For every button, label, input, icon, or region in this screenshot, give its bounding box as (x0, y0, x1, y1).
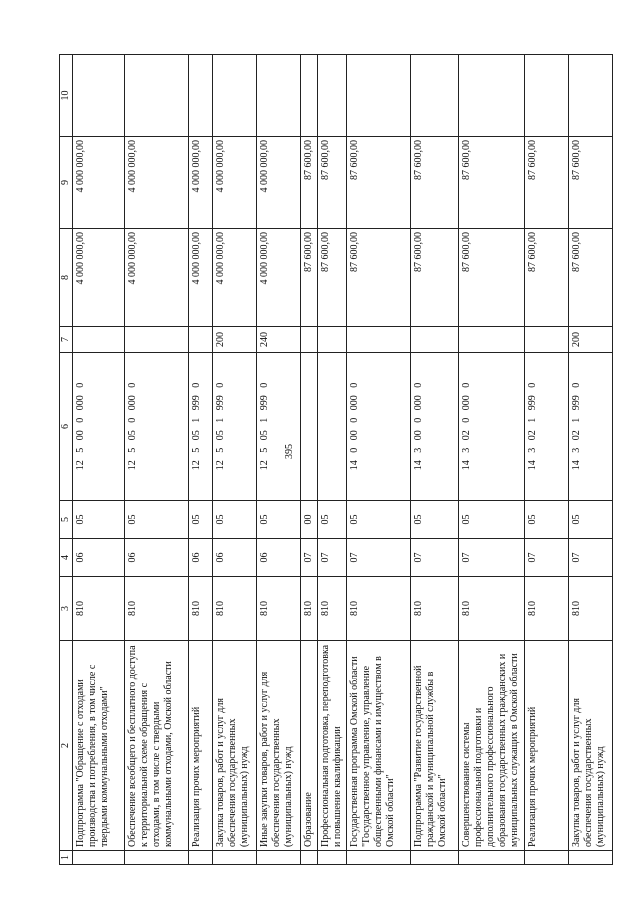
cell-target-article: 12 5 05 1 999 0 (213, 353, 257, 501)
cell-amount-1: 87 600,00 (459, 229, 525, 327)
cell-ministry-code: 810 (301, 577, 318, 641)
cell-target-article: 14 3 02 1 999 0 (569, 353, 613, 501)
cell-target-article (301, 353, 318, 501)
cell-name: Образование (301, 641, 318, 851)
cell-ministry-code: 810 (257, 577, 301, 641)
cell-index (257, 851, 301, 865)
cell-col-10 (347, 55, 411, 137)
cell-amount-1: 4 000 000,00 (213, 229, 257, 327)
cell-index (347, 851, 411, 865)
cell-col-10 (125, 55, 189, 137)
cell-section: 07 (525, 539, 569, 577)
cell-name: Совершенствование системы профессиональной подготовки и дополнительного профессионального образования государственных гражданских и муниципальных служащих в Омской области (459, 641, 525, 851)
cell-col-10 (411, 55, 459, 137)
cell-expense-type: 200 (569, 327, 613, 353)
table-row (318, 55, 347, 865)
cell-amount-2: 87 600,00 (347, 137, 411, 229)
cell-amount-1: 87 600,00 (318, 229, 347, 327)
cell-expense-type (301, 327, 318, 353)
cell-section: 06 (73, 539, 125, 577)
cell-amount-2: 4 000 000,00 (73, 137, 125, 229)
cell-section: 07 (569, 539, 613, 577)
cell-index (411, 851, 459, 865)
cell-amount-1: 87 600,00 (347, 229, 411, 327)
cell-col-10 (459, 55, 525, 137)
cell-ministry-code: 810 (411, 577, 459, 641)
cell-amount-1: 87 600,00 (411, 229, 459, 327)
col-header: 1 (60, 851, 73, 865)
cell-target-article (318, 353, 347, 501)
table-row (569, 55, 613, 865)
cell-subsection: 05 (213, 501, 257, 539)
cell-index (213, 851, 257, 865)
cell-name: Подпрограмма "Обращение с отходами производства и потребления, в том числе с твердыми коммунальными отходами" (73, 641, 125, 851)
cell-expense-type (73, 327, 125, 353)
cell-amount-1: 4 000 000,00 (125, 229, 189, 327)
cell-amount-2: 4 000 000,00 (189, 137, 213, 229)
cell-amount-2: 87 600,00 (525, 137, 569, 229)
cell-target-article: 12 5 05 0 000 0 (125, 353, 189, 501)
budget-table (59, 54, 613, 865)
cell-subsection: 05 (73, 501, 125, 539)
cell-target-article: 12 5 05 1 999 0 (257, 353, 301, 501)
cell-amount-1: 4 000 000,00 (73, 229, 125, 327)
cell-expense-type (318, 327, 347, 353)
cell-name: Подпрограмма "Развитие государственной гражданской и муниципальной службы в Омской области" (411, 641, 459, 851)
cell-expense-type (189, 327, 213, 353)
col-header: 4 (60, 539, 73, 577)
cell-expense-type (525, 327, 569, 353)
cell-target-article: 14 3 00 0 000 0 (411, 353, 459, 501)
table-row (189, 55, 213, 865)
cell-subsection: 05 (189, 501, 213, 539)
col-header: 9 (60, 137, 73, 229)
cell-col-10 (213, 55, 257, 137)
cell-name: Закупка товаров, работ и услуг для обеспечения государственных (муниципальных) нужд (213, 641, 257, 851)
table-row (525, 55, 569, 865)
table-row (347, 55, 411, 865)
cell-expense-type: 240 (257, 327, 301, 353)
cell-expense-type (411, 327, 459, 353)
cell-amount-1: 87 600,00 (569, 229, 613, 327)
page-number: 395 (284, 444, 295, 459)
cell-amount-2: 4 000 000,00 (213, 137, 257, 229)
table-row (213, 55, 257, 865)
table-row (411, 55, 459, 865)
table-row (301, 55, 318, 865)
cell-target-article: 12 5 00 0 000 0 (73, 353, 125, 501)
col-header: 7 (60, 327, 73, 353)
cell-ministry-code: 810 (189, 577, 213, 641)
cell-section: 07 (301, 539, 318, 577)
cell-index (301, 851, 318, 865)
table-row (459, 55, 525, 865)
cell-section: 07 (411, 539, 459, 577)
col-header: 5 (60, 501, 73, 539)
cell-amount-1: 4 000 000,00 (257, 229, 301, 327)
cell-amount-2: 87 600,00 (301, 137, 318, 229)
cell-subsection: 05 (569, 501, 613, 539)
cell-index (459, 851, 525, 865)
cell-subsection: 05 (257, 501, 301, 539)
cell-subsection: 05 (347, 501, 411, 539)
cell-index (525, 851, 569, 865)
table-row (125, 55, 189, 865)
cell-col-10 (301, 55, 318, 137)
cell-amount-2: 4 000 000,00 (257, 137, 301, 229)
cell-target-article: 12 5 05 1 999 0 (189, 353, 213, 501)
cell-ministry-code: 810 (125, 577, 189, 641)
cell-col-10 (569, 55, 613, 137)
cell-col-10 (189, 55, 213, 137)
cell-target-article: 14 0 00 0 000 0 (347, 353, 411, 501)
cell-section: 07 (318, 539, 347, 577)
rotated-table-container (59, 55, 609, 865)
cell-expense-type (347, 327, 411, 353)
cell-col-10 (525, 55, 569, 137)
cell-target-article: 14 3 02 0 000 0 (459, 353, 525, 501)
cell-index (318, 851, 347, 865)
cell-amount-1: 87 600,00 (301, 229, 318, 327)
cell-amount-1: 87 600,00 (525, 229, 569, 327)
cell-subsection: 00 (301, 501, 318, 539)
cell-ministry-code: 810 (525, 577, 569, 641)
cell-section: 07 (347, 539, 411, 577)
cell-subsection: 05 (318, 501, 347, 539)
cell-col-10 (73, 55, 125, 137)
cell-ministry-code: 810 (347, 577, 411, 641)
cell-subsection: 05 (411, 501, 459, 539)
cell-ministry-code: 810 (569, 577, 613, 641)
cell-ministry-code: 810 (318, 577, 347, 641)
cell-name: Профессиональная подготовка, переподготовка и повышение квалификации (318, 641, 347, 851)
col-header: 6 (60, 353, 73, 501)
cell-subsection: 05 (459, 501, 525, 539)
cell-ministry-code: 810 (213, 577, 257, 641)
cell-ministry-code: 810 (459, 577, 525, 641)
col-header: 3 (60, 577, 73, 641)
col-header: 8 (60, 229, 73, 327)
cell-amount-2: 87 600,00 (459, 137, 525, 229)
cell-section: 06 (125, 539, 189, 577)
cell-amount-2: 4 000 000,00 (125, 137, 189, 229)
cell-section: 06 (213, 539, 257, 577)
cell-amount-2: 87 600,00 (318, 137, 347, 229)
col-header: 2 (60, 641, 73, 851)
table-row (257, 55, 301, 865)
cell-section: 06 (257, 539, 301, 577)
cell-name: Реализация прочих мероприятий (189, 641, 213, 851)
cell-target-article: 14 3 02 1 999 0 (525, 353, 569, 501)
cell-index (569, 851, 613, 865)
cell-amount-2: 87 600,00 (411, 137, 459, 229)
table-row (73, 55, 125, 865)
cell-subsection: 05 (125, 501, 189, 539)
cell-name: Иные закупки товаров, работ и услуг для обеспечения государственных (муниципальных) нужд (257, 641, 301, 851)
cell-section: 07 (459, 539, 525, 577)
cell-col-10 (257, 55, 301, 137)
cell-amount-2: 87 600,00 (569, 137, 613, 229)
cell-name: Закупка товаров, работ и услуг для обеспечения государственных (муниципальных) нужд (569, 641, 613, 851)
cell-section: 06 (189, 539, 213, 577)
col-header: 10 (60, 55, 73, 137)
cell-amount-1: 4 000 000,00 (189, 229, 213, 327)
cell-subsection: 05 (525, 501, 569, 539)
cell-col-10 (318, 55, 347, 137)
cell-index (125, 851, 189, 865)
cell-name: Государственная программа Омской области "Государственное управление, управление общественными финансами и имуществом в Омской области" (347, 641, 411, 851)
cell-name: Обеспечение всеобщего и бесплатного доступа к территориальной схеме обращения с отходами, в том числе с твердыми коммунальными отходами, Омской области (125, 641, 189, 851)
cell-expense-type (459, 327, 525, 353)
header-row (60, 55, 73, 865)
cell-ministry-code: 810 (73, 577, 125, 641)
cell-index (73, 851, 125, 865)
cell-expense-type: 200 (213, 327, 257, 353)
cell-name: Реализация прочих мероприятий (525, 641, 569, 851)
cell-expense-type (125, 327, 189, 353)
cell-index (189, 851, 213, 865)
